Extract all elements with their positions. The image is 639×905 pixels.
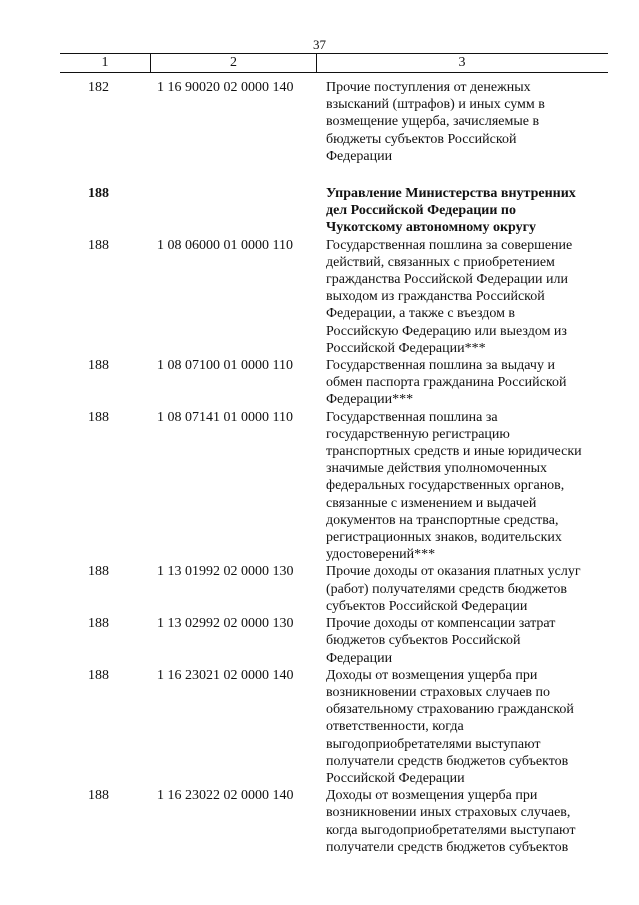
table-row <box>60 79 608 165</box>
cell-admin-code: 188 <box>88 616 109 632</box>
cell-admin-code: 188 <box>88 409 109 425</box>
cell-kbk-code: 1 08 07141 01 0000 110 <box>157 409 293 425</box>
cell-description: Государственная пошлина за выдачу и обмен паспорта гражданина Российской Федерации*** <box>326 358 567 408</box>
header-col-3: 3 <box>458 55 466 70</box>
cell-description: Прочие поступления от денежных взысканий (штрафов) и иных сумм в возмещение ущерба, зачисляемые в бюджеты субъектов Российской Федерации <box>326 80 545 164</box>
cell-description: Прочие доходы от оказания платных услуг (работ) получателями средств бюджетов субъектов Российской Федерации <box>326 564 581 614</box>
cell-admin-code: 188 <box>88 186 109 202</box>
cell-kbk-code: 1 08 07100 01 0000 110 <box>157 358 293 374</box>
cell-kbk-code: 1 13 01992 02 0000 130 <box>157 564 294 580</box>
cell-admin-code: 188 <box>88 788 109 804</box>
table-row <box>60 615 608 667</box>
cell-description: Управление Министерства внутренних дел Российской Федерации по Чукотскому автономному округу <box>326 186 576 236</box>
cell-kbk-code: 1 16 23021 02 0000 140 <box>157 667 294 683</box>
cell-admin-code: 188 <box>88 358 109 374</box>
cell-kbk-code: 1 16 90020 02 0000 140 <box>157 80 294 95</box>
table-row <box>60 237 608 357</box>
cell-admin-code: 188 <box>88 564 109 580</box>
table-body <box>60 79 608 856</box>
table-row <box>60 357 608 409</box>
table-row <box>60 563 608 615</box>
cell-description: Доходы от возмещения ущерба при возникновении иных страховых случаев, когда выгодоприобретателями выступают получатели средств бюджетов субъектов <box>326 788 576 855</box>
cell-kbk-code: 1 13 02992 02 0000 130 <box>157 616 294 632</box>
cell-description: Государственная пошлина за совершение действий, связанных с приобретением гражданства Российской Федерации или выходом из гражданства Российской Федерации, а также с въездом в Российскую Федерацию или выездом из Российской Федерации*** <box>326 237 573 356</box>
table-row <box>60 787 608 856</box>
cell-admin-code: 188 <box>88 667 109 683</box>
table-row <box>60 409 608 564</box>
cell-kbk-code: 1 08 06000 01 0000 110 <box>157 237 293 253</box>
cell-kbk-code: 1 16 23022 02 0000 140 <box>157 788 294 804</box>
cell-description: Государственная пошлина за государственную регистрацию транспортных средств и иные юридически значимые действия уполномоченных федеральных государственных органов, связанные с изменением и выдачей документов на транспортные средства, регистрационных знаков, водительских удостоверений*** <box>326 409 582 563</box>
cell-description: Прочие доходы от компенсации затрат бюджетов субъектов Российской Федерации <box>326 616 556 666</box>
page-number: 37 <box>313 37 326 52</box>
cell-admin-code: 188 <box>88 237 109 253</box>
table-row-heading <box>60 185 608 237</box>
header-col-1: 1 <box>101 55 109 70</box>
cell-description: Доходы от возмещения ущерба при возникновении страховых случаев по обязательному страхованию гражданской ответственности, когда выгодоприобретателями выступают получатели средств бюджетов субъектов Российской Федерации <box>326 667 574 786</box>
table-header <box>60 53 608 73</box>
header-col-2: 2 <box>150 54 317 72</box>
cell-admin-code: 182 <box>88 80 109 95</box>
table-row <box>60 667 608 787</box>
